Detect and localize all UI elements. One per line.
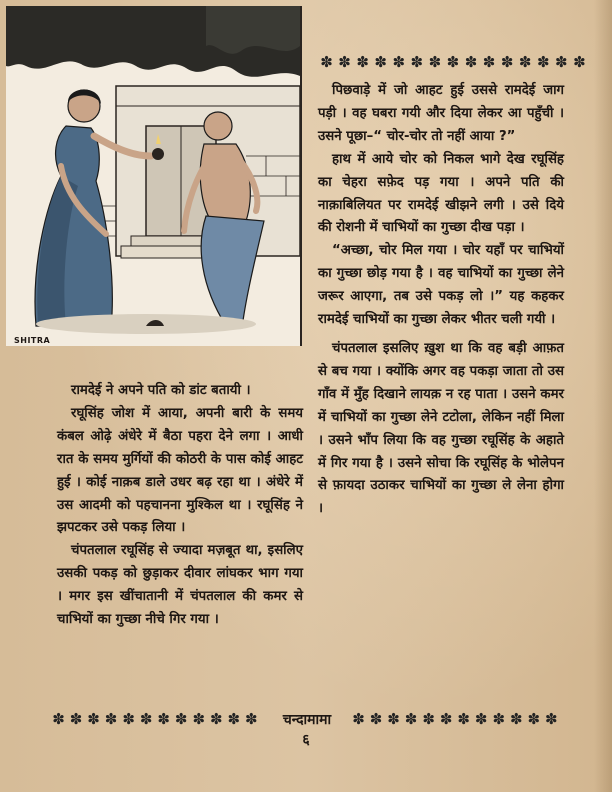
- right-column-text: [318, 80, 564, 521]
- ornament-star-icon: ✽: [227, 710, 241, 728]
- magazine-name: चन्दामामा: [282, 712, 332, 728]
- ornament-star-icon: ✽: [157, 710, 170, 728]
- ornament-star-icon: ✽: [356, 53, 369, 71]
- ornament-bottom-right: [350, 710, 560, 728]
- story-illustration: [6, 6, 302, 346]
- ornament-star-icon: ✽: [527, 710, 541, 728]
- artist-signature: SHITRA: [14, 336, 51, 345]
- ornament-star-icon: ✽: [555, 53, 568, 71]
- ornament-star-icon: ✽: [245, 710, 258, 728]
- ornament-star-icon: ✽: [69, 710, 83, 728]
- ornament-bottom-left: [50, 710, 260, 728]
- ornament-star-icon: ✽: [369, 710, 383, 728]
- ornament-star-icon: ✽: [122, 710, 135, 728]
- ornament-star-icon: ✽: [87, 710, 100, 728]
- ornament-star-icon: ✽: [209, 710, 223, 728]
- ornament-star-icon: ✽: [352, 710, 365, 728]
- page-edge-shadow: [594, 0, 612, 792]
- paragraph: रामदेई ने अपने पति को डांट बतायी ।: [71, 383, 251, 398]
- ornament-star-icon: ✽: [509, 710, 523, 728]
- paragraph: पिछवाड़े में जो आहट हुई उससे रामदेई जाग पड़ी । वह घबरा गयी और दिया लेकर आ पहुँची । उसने पूछा–“ चोर-चोर तो नहीं आया ?”: [318, 83, 564, 144]
- ornament-star-icon: ✽: [446, 53, 460, 71]
- ornament-star-icon: ✽: [387, 710, 400, 728]
- ornament-star-icon: ✽: [139, 710, 153, 728]
- ornament-star-icon: ✽: [174, 710, 188, 728]
- ornament-star-icon: ✽: [320, 53, 333, 71]
- scene-woman-lamp-thief-icon: [6, 6, 300, 346]
- ornament-star-icon: ✽: [500, 53, 514, 71]
- ornament-star-icon: ✽: [457, 710, 470, 728]
- ornament-star-icon: ✽: [404, 710, 418, 728]
- ornament-star-icon: ✽: [464, 53, 478, 71]
- ornament-star-icon: ✽: [104, 710, 118, 728]
- paragraph: चंपतलाल इसलिए ख़ुश था कि वह बड़ी आफ़त से बच गया । क्योंकि अगर वह पकड़ा जाता तो उस गाँव में मुँह दिखाने लायक़ न रह पाता । उसने कमर में चाभियों का गुच्छा लेने टटोला, लेकिन नहीं मिला । उसने भाँप लिया कि वह गुच्छा रघूसिंह के अहाते में गिर गया है । उसने सोचा कि रघूसिंह के भोलेपन से फ़ायदा उठाकर चाभियों का गुच्छा ले लेना होगा ।: [318, 340, 564, 517]
- ornament-star-icon: ✽: [338, 53, 351, 71]
- ornament-star-icon: ✽: [573, 53, 586, 71]
- ornament-star-icon: ✽: [439, 710, 453, 728]
- ornament-star-icon: ✽: [545, 710, 558, 728]
- ornament-star-icon: ✽: [374, 53, 387, 71]
- left-column-text: [57, 380, 303, 632]
- paragraph: “अच्छा, चोर मिल गया । चोर यहाँ पर चाभियों का गुच्छा छोड़ गया है । वह चाभियों का गुच्छा लेने जरूर आएगा, तब उसे पकड़ लो ।” यह कहकर रामदेई चाभियों का गुच्छा लेकर भीतर चली गयी ।: [318, 243, 564, 328]
- paragraph: रघूसिंह जोश में आया, अपनी बारी के समय कंबल ओढ़े अंधेरे में बैठा पहरा देने लगा । आधी रात के समय मुर्गियों की कोठरी के पास कोई आहट हुई । कोई नाक़ब डाले उधर बढ़ रहा था । अंधेरे में उस आदमी को पहचानना मुश्किल था । रघूसिंह ने झपटकर उसे पकड़ लिया ।: [57, 405, 303, 536]
- ornament-star-icon: ✽: [410, 53, 424, 71]
- ornament-star-icon: ✽: [422, 710, 435, 728]
- ornament-star-icon: ✽: [52, 710, 65, 728]
- ornament-star-icon: ✽: [492, 710, 506, 728]
- ornament-star-icon: ✽: [474, 710, 488, 728]
- page-number: ६: [302, 732, 310, 748]
- ornament-star-icon: ✽: [392, 53, 406, 71]
- ornament-star-icon: ✽: [192, 710, 206, 728]
- paragraph: हाथ में आये चोर को निकल भागे देख रघूसिंह का चेहरा सफ़ेद पड़ गया । अपने पति की नाक़ाबिलियत पर रामदेई खीझने लगी । उसे दिये की रोशनी में चाभियों का गुच्छा दीख पड़ा ।: [318, 151, 564, 236]
- ornament-star-icon: ✽: [428, 53, 442, 71]
- paragraph: चंपतलाल रघूसिंह से ज्यादा मज़बूत था, इसलिए उसकी पकड़ को छुड़ाकर दीवार लांघकर भाग गया । मगर इस खींचातानी में चंपतलाल की कमर से चाभियों का गुच्छा नीचे गिर गया ।: [57, 543, 303, 628]
- ornament-star-icon: ✽: [536, 53, 550, 71]
- ornament-star-icon: ✽: [482, 53, 496, 71]
- ornament-top-right: [318, 53, 588, 71]
- ornament-star-icon: ✽: [518, 53, 532, 71]
